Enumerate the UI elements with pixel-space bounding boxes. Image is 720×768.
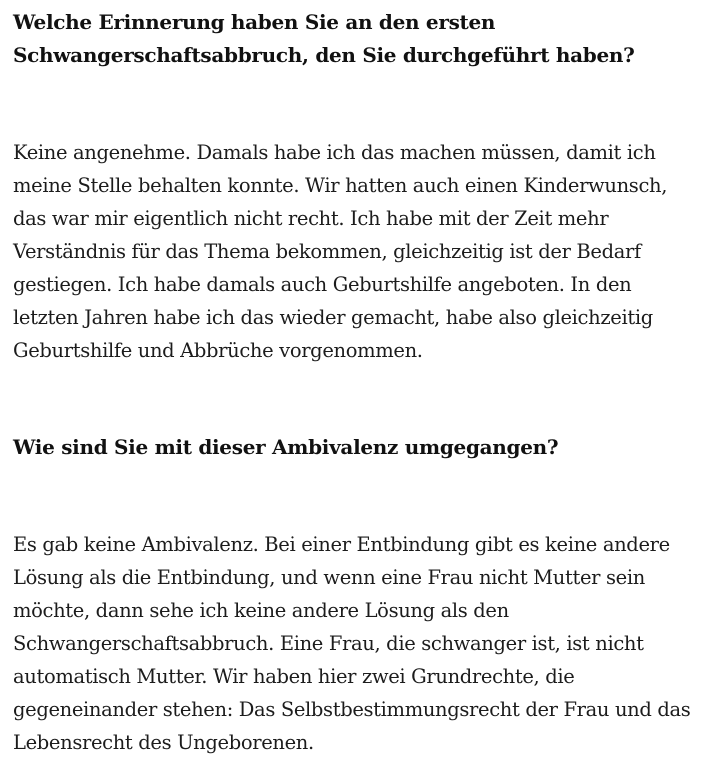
answer-line: gestiegen. Ich habe damals auch Geburtshilfe angeboten. In den: [13, 273, 632, 296]
question-line: Welche Erinnerung haben Sie an den ersten: [13, 10, 496, 34]
interview-answer-2: [13, 528, 713, 759]
answer-line: meine Stelle behalten konnte. Wir hatten auch einen Kinderwunsch,: [13, 174, 668, 197]
interview-answer-1: [13, 136, 713, 367]
answer-line: Schwangerschaftsabbruch. Eine Frau, die schwanger ist, ist nicht: [13, 632, 644, 655]
answer-line: gegeneinander stehen: Das Selbstbestimmungsrecht der Frau und das: [13, 698, 691, 721]
interview-question-2: [13, 431, 713, 464]
answer-line: Keine angenehme. Damals habe ich das machen müssen, damit ich: [13, 141, 656, 164]
answer-line: Verständnis für das Thema bekommen, gleichzeitig ist der Bedarf: [13, 240, 641, 263]
question-line: Wie sind Sie mit dieser Ambivalenz umgegangen?: [13, 435, 559, 459]
answer-line: das war mir eigentlich nicht recht. Ich habe mit der Zeit mehr: [13, 207, 609, 230]
answer-line: Geburtshilfe und Abbrüche vorgenommen.: [13, 339, 423, 362]
answer-line: Lebensrecht des Ungeborenen.: [13, 731, 314, 754]
answer-line: automatisch Mutter. Wir haben hier zwei Grundrechte, die: [13, 665, 575, 688]
answer-line: Es gab keine Ambivalenz. Bei einer Entbindung gibt es keine andere: [13, 533, 670, 556]
interview-question-1: [13, 6, 713, 72]
question-line: Schwangerschaftsabbruch, den Sie durchgeführt haben?: [13, 43, 635, 67]
answer-line: letzten Jahren habe ich das wieder gemacht, habe also gleichzeitig: [13, 306, 653, 329]
answer-line: Lösung als die Entbindung, und wenn eine Frau nicht Mutter sein: [13, 566, 645, 589]
answer-line: möchte, dann sehe ich keine andere Lösung als den: [13, 599, 509, 622]
